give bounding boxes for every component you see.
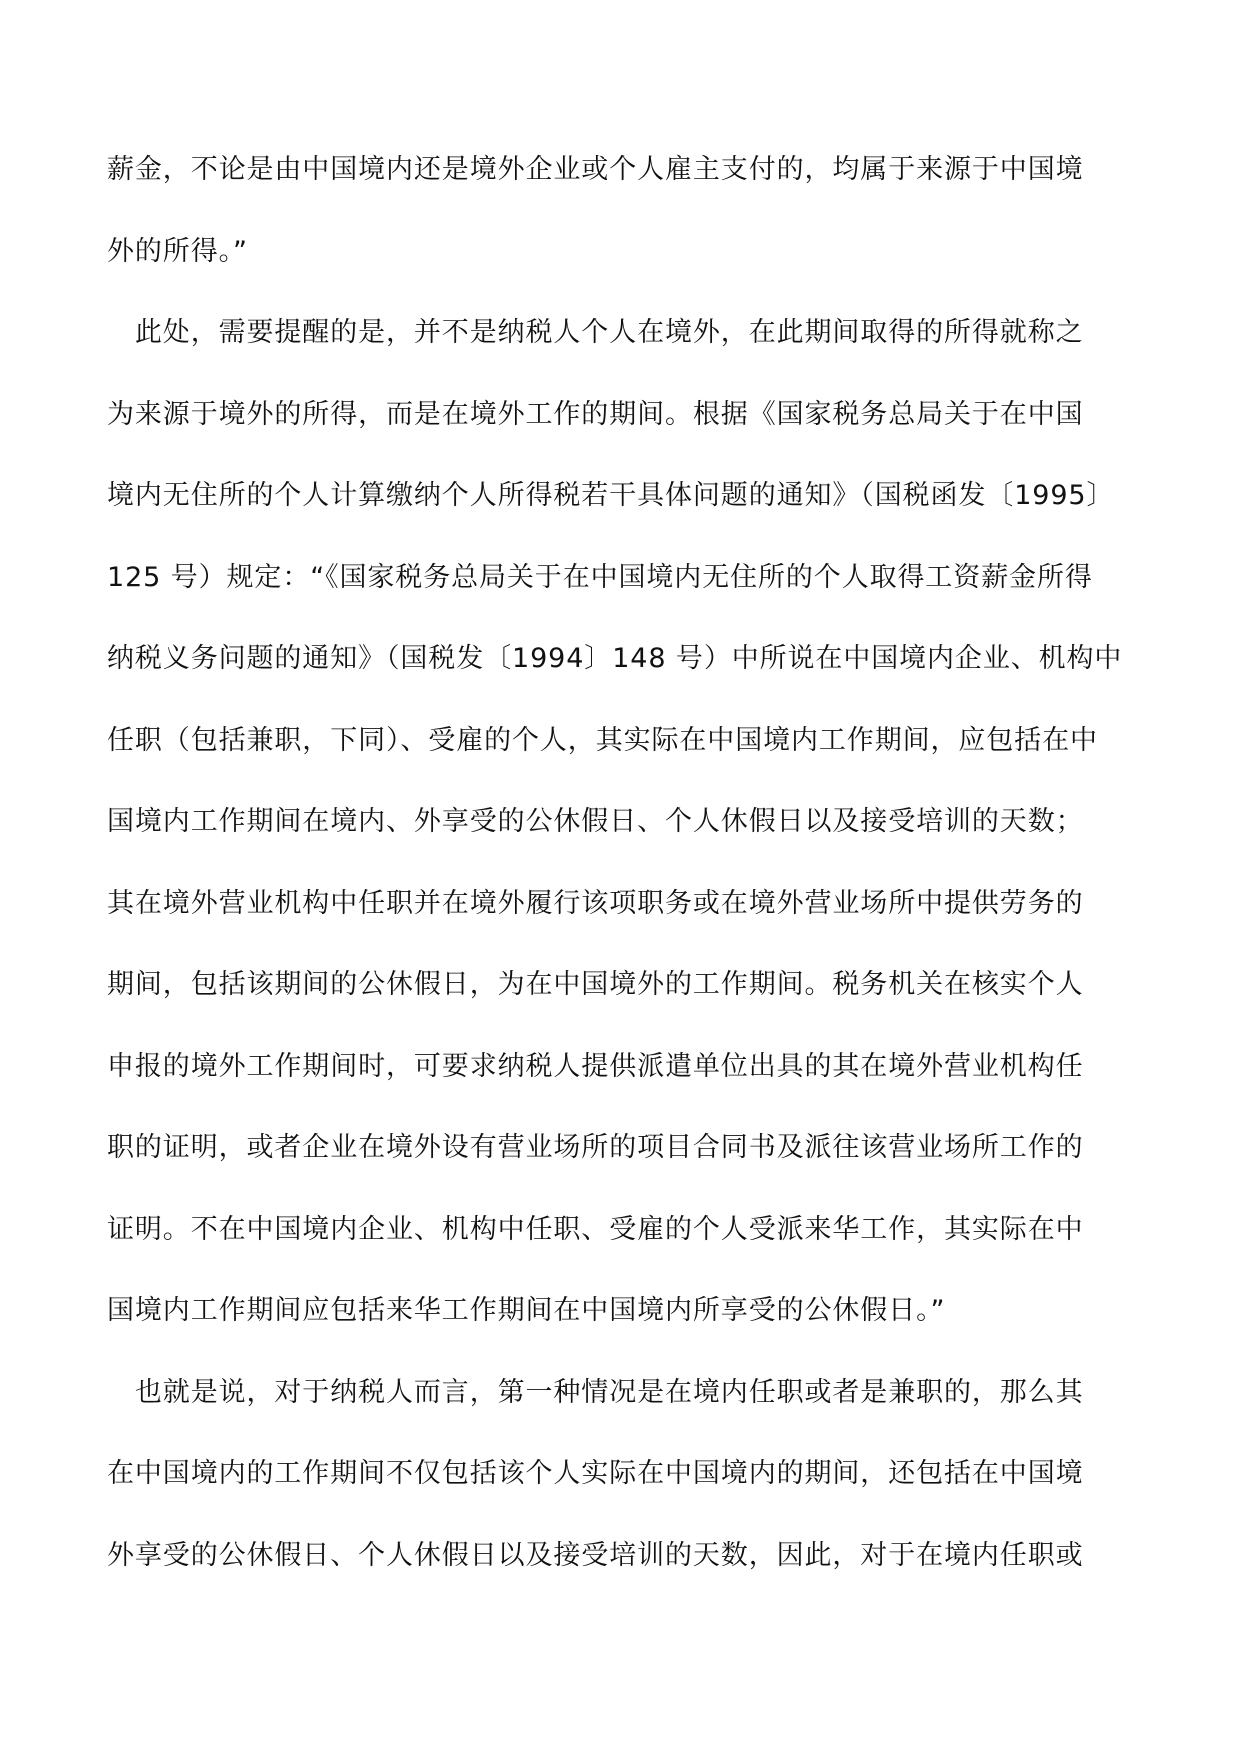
text-line: 纳税义务问题的通知》（国税发〔1994〕148 号）中所说在中国境内企业、机构中 (107, 643, 1123, 674)
document-body (107, 150, 1137, 1617)
text-line: 此处，需要提醒的是，并不是纳税人个人在境外，在此期间取得的所得就称之 (107, 317, 1084, 348)
text-line: 任职（包括兼职，下同）、受雇的个人，其实际在中国境内工作期间，应包括在中 (107, 724, 1098, 756)
text-line: 外的所得。” (107, 235, 248, 267)
text-line: 薪金，不论是由中国境内还是境外企业或个人雇主支付的，均属于来源于中国境 (107, 154, 1084, 185)
text-line: 在中国境内的工作期间不仅包括该个人实际在中国境内的期间，还包括在中国境 (107, 1458, 1084, 1489)
text-line: 申报的境外工作期间时，可要求纳税人提供派遣单位出具的其在境外营业机构任 (107, 1050, 1084, 1082)
text-line: 为来源于境外的所得，而是在境外工作的期间。根据《国家税务总局关于在中国 (107, 398, 1084, 430)
text-line: 境内无住所的个人计算缴纳个人所得税若干具体问题的通知》（国税函发〔1995〕 (107, 480, 1115, 511)
text-line: 职的证明，或者企业在境外设有营业场所的项目合同书及派往该营业场所工作的 (107, 1132, 1084, 1163)
text-line: 证明。不在中国境内企业、机构中任职、受雇的个人受派来华工作，其实际在中 (107, 1213, 1084, 1245)
text-line: 国境内工作期间在境内、外享受的公休假日、个人休假日以及接受培训的天数； (107, 806, 1084, 837)
text-line: 也就是说，对于纳税人而言，第一种情况是在境内任职或者是兼职的，那么其 (107, 1376, 1084, 1408)
text-line: 期间，包括该期间的公休假日，为在中国境外的工作期间。税务机关在核实个人 (107, 969, 1084, 1000)
text-line: 外享受的公休假日、个人休假日以及接受培训的天数，因此，对于在境内任职或 (107, 1539, 1084, 1571)
text-line: 其在境外营业机构中任职并在境外履行该项职务或在境外营业场所中提供劳务的 (107, 887, 1084, 919)
text-line: 国境内工作期间应包括来华工作期间在中国境内所享受的公休假日。” (107, 1295, 946, 1326)
text-line: 125 号）规定：“《国家税务总局关于在中国境内无住所的个人取得工资薪金所得 (107, 561, 1093, 593)
